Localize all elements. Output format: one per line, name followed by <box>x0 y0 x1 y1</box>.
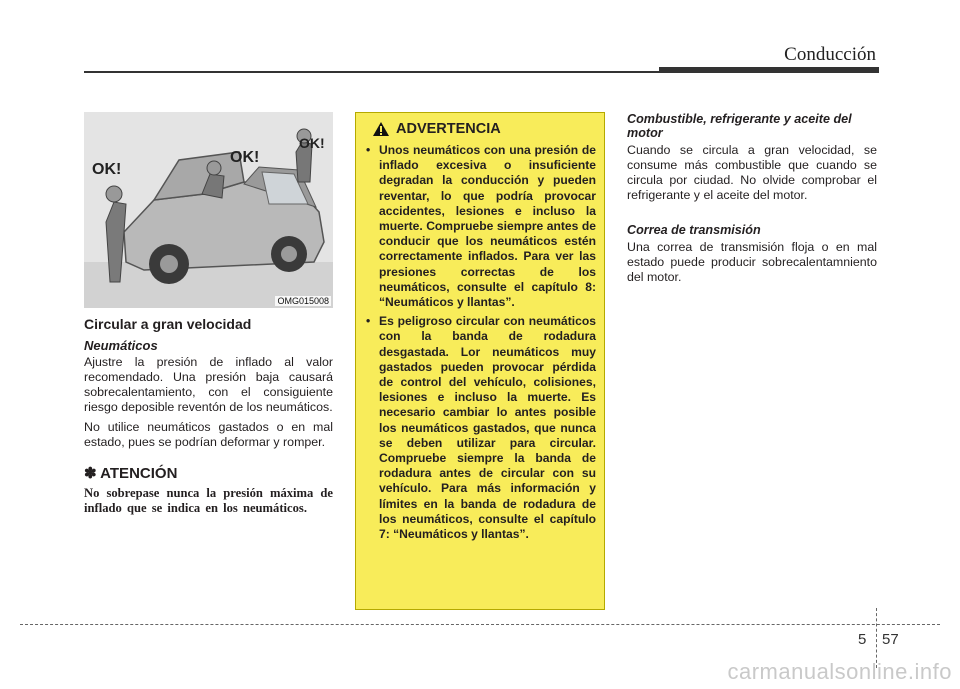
ok-label: OK! <box>92 161 122 178</box>
paragraph: Ajustre la presión de inflado al valor recomendado. Una presión baja causará sobrecalentamiento, con el consiguiente riesgo deposible reventón de los neumáticos. <box>84 355 333 414</box>
figure-code: OMG015008 <box>277 296 329 306</box>
paragraph: Cuando se circula a gran velocidad, se consume más combustible que cuando se circula por ciudad. No olvide comprobar el refrigerante y el aceite del motor. <box>627 143 877 202</box>
subsection-heading: Neumáticos <box>84 338 158 353</box>
warning-triangle-icon <box>372 121 390 137</box>
header-rule <box>84 71 659 73</box>
subsection-heading: Combustible, refrigerante y aceite del motor <box>627 112 852 140</box>
warning-header <box>372 121 604 137</box>
attention-title: ✽ ATENCIÓN <box>84 465 178 482</box>
warning-item-text: Unos neumáticos con una presión de inflado excesiva o insuficiente degradan la conducción y pueden reventar, lo que podría provocar accidentes, lesiones e incluso la muerte. Compruebe siempre antes de conducir que los neumáticos estén correctamente inflados. Para ver las presiones correctas de los neumáticos, consulte el capítulo 8: “Neumáticos y llantas”. <box>379 143 596 310</box>
page-header-title: Conducción <box>784 44 876 65</box>
chapter-number: 5 <box>858 631 867 648</box>
watermark: carmanualsonline.info <box>727 659 952 684</box>
warning-list <box>356 143 604 542</box>
subsection-heading: Correa de transmisión <box>627 223 761 237</box>
right-column <box>627 112 877 293</box>
header-rule-accent <box>659 67 879 73</box>
section-heading: Circular a gran velocidad <box>84 316 252 332</box>
bullet: • <box>366 143 371 157</box>
page-number: 57 <box>882 631 899 648</box>
car-drawing <box>84 112 333 308</box>
footer-rule <box>20 624 940 625</box>
warning-item <box>366 143 596 310</box>
attention-text: No sobrepase nunca la presión máxima de inflado que se indica en los neumáticos. <box>84 486 333 515</box>
warning-item-text: Es peligroso circular con neumáticos con la banda de rodadura desgastada. Lor neumáticos muy gastados pueden provocar pérdida de control del vehículo, colisiones, lesiones e incluso la muerte. Es necesario cambiar lo antes posible los neumáticos gastados, que nunca se deben utilizar para circular. Compruebe siempre la banda de rodadura antes de circular con su vehículo. Para más información y límites en la banda de rodadura de los neumáticos, consulte el capítulo 7: “Neumáticos y llantas”. <box>379 314 596 542</box>
left-column <box>84 316 333 516</box>
warning-title: ADVERTENCIA <box>396 121 501 137</box>
paragraph: No utilice neumáticos gastados o en mal estado, pues se podrían deformar y romper. <box>84 420 333 449</box>
ok-label: OK! <box>299 135 325 151</box>
warning-box <box>355 112 605 610</box>
bullet: • <box>366 314 371 329</box>
car-illustration <box>84 112 333 308</box>
paragraph: Una correa de transmisión floja o en mal estado puede producir sobrecalentamniento del motor. <box>627 240 877 284</box>
ok-label: OK! <box>230 149 260 166</box>
warning-item <box>366 314 596 542</box>
